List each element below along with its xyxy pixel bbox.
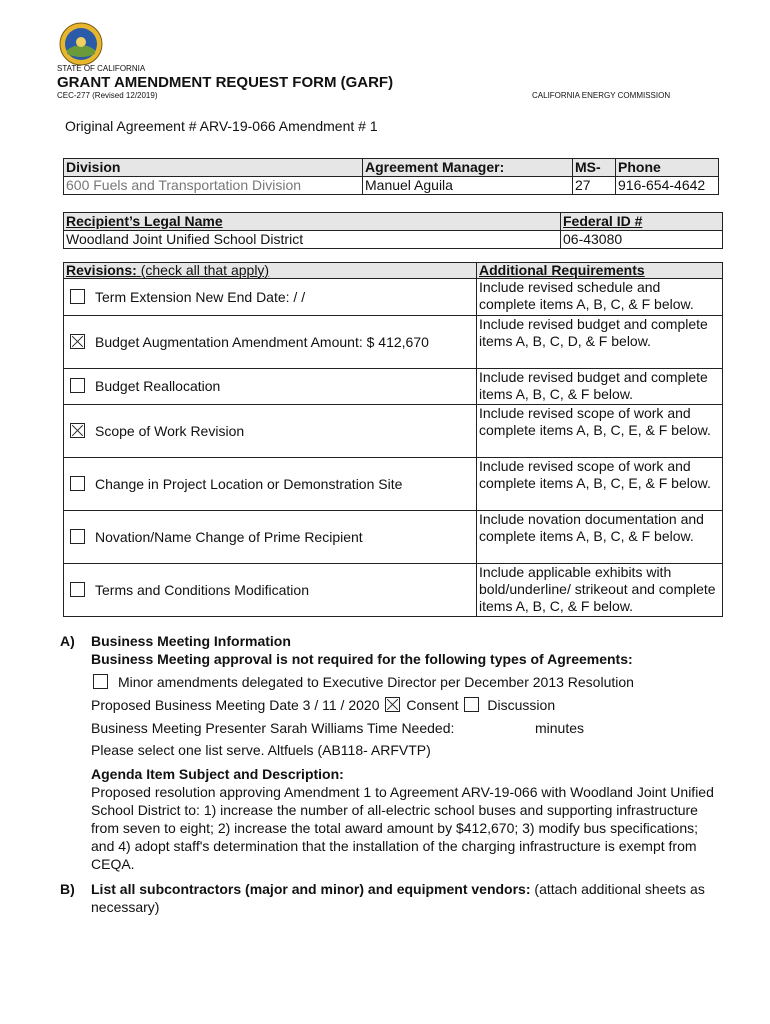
section-a-title: Business Meeting Information	[91, 633, 291, 649]
state-seal-logo	[59, 22, 103, 66]
phone-value[interactable]: 916-654-4642	[616, 177, 719, 195]
revision-requirement: Include revised scope of work and complete items A, B, C, E, & F below.	[477, 405, 723, 458]
discussion-label: Discussion	[487, 697, 556, 713]
revision-requirement: Include revised budget and complete items A, B, C, & F below.	[477, 369, 723, 405]
section-a-subtitle: Business Meeting approval is not required for the following types of Agreements:	[91, 651, 633, 667]
revisions-header	[64, 263, 477, 279]
section-b-title: List all subcontractors (major and minor) and equipment vendors:	[91, 881, 531, 897]
minor-amendments-label: Minor amendments delegated to Executive Director per December 2013 Resolution	[118, 674, 634, 690]
revision-row	[64, 564, 723, 617]
division-value[interactable]: 600 Fuels and Transportation Division	[64, 177, 363, 195]
recipient-name-value[interactable]: Woodland Joint Unified School District	[64, 231, 561, 249]
recipient-table	[63, 212, 723, 249]
scope-of-work-checkbox[interactable]	[70, 423, 85, 438]
revision-requirement: Include revised scope of work and complete items A, B, C, E, & F below.	[477, 458, 723, 511]
minor-amendments-checkbox[interactable]	[93, 674, 108, 689]
revision-requirement: Include revised budget and complete items A, B, C, D, & F below.	[477, 316, 723, 369]
revision-row	[64, 458, 723, 511]
revision-label: Novation/Name Change of Prime Recipient	[95, 528, 363, 545]
revision-row	[64, 279, 723, 316]
revisions-table	[63, 262, 723, 617]
revision-row	[64, 405, 723, 458]
consent-label: Consent	[406, 697, 459, 713]
division-table	[63, 158, 719, 195]
revision-row	[64, 511, 723, 564]
novation-checkbox[interactable]	[70, 529, 85, 544]
federal-id-label: Federal ID #	[561, 213, 723, 231]
budget-augmentation-checkbox[interactable]	[70, 334, 85, 349]
meeting-date-row	[91, 696, 555, 714]
revision-label: Change in Project Location or Demonstration Site	[95, 475, 403, 492]
ms-label: MS-	[573, 159, 616, 177]
revision-label: Term Extension New End Date: / /	[95, 288, 306, 305]
presenter-line: Business Meeting Presenter Sarah Williams Time Needed:	[91, 720, 455, 736]
ms-value[interactable]: 27	[573, 177, 616, 195]
agreement-line: Original Agreement # ARV-19-066 Amendment # 1	[65, 118, 378, 134]
revision-row	[64, 369, 723, 405]
project-location-checkbox[interactable]	[70, 476, 85, 491]
section-a-letter: A)	[60, 633, 75, 649]
requirements-header: Additional Requirements	[477, 263, 723, 279]
section-b-note: (attach additional sheets as necessary)	[91, 881, 705, 915]
budget-reallocation-checkbox[interactable]	[70, 378, 85, 393]
revision-requirement: Include revised schedule and complete items A, B, C, & F below.	[477, 279, 723, 316]
revision-label: Scope of Work Revision	[95, 422, 245, 439]
listserve-line: Please select one list serve. Altfuels (AB118- ARFVTP)	[91, 742, 431, 758]
meeting-date-label: Proposed Business Meeting Date 3 / 11 / 2020	[91, 697, 380, 713]
manager-label: Agreement Manager:	[363, 159, 573, 177]
consent-checkbox[interactable]	[385, 697, 400, 712]
phone-label: Phone	[616, 159, 719, 177]
terms-conditions-checkbox[interactable]	[70, 582, 85, 597]
revision-requirement: Include novation documentation and complete items A, B, C, & F below.	[477, 511, 723, 564]
revision-label: Terms and Conditions Modification	[95, 581, 309, 598]
state-label: STATE OF CALIFORNIA	[57, 64, 146, 73]
form-revision: CEC-277 (Revised 12/2019)	[57, 91, 158, 100]
revision-label: Budget Augmentation Amendment Amount: $ 412,670	[95, 333, 429, 350]
agenda-body: Proposed resolution approving Amendment 1 to Agreement ARV-19-066 with Woodland Joint Unified School District to: 1) increase the number of all-electric school buses and supporting infrastructure from seven to eight; 2) increase the total award amount by $412,670; 3) modify bus specifications; and 4) adopt staff's determination that the installation of the charging infrastructure is exempt from CEQA.	[91, 784, 714, 872]
form-title: GRANT AMENDMENT REQUEST FORM (GARF)	[57, 74, 394, 91]
term-extension-checkbox[interactable]	[70, 289, 85, 304]
federal-id-value[interactable]: 06-43080	[561, 231, 723, 249]
revision-requirement: Include applicable exhibits with bold/underline/ strikeout and complete items A, B, C, & F below.	[477, 564, 723, 617]
revision-label: Budget Reallocation	[95, 378, 221, 394]
minutes-label: minutes	[535, 720, 585, 736]
section-b-letter: B)	[60, 881, 75, 897]
discussion-checkbox[interactable]	[464, 697, 479, 712]
revision-row	[64, 316, 723, 369]
division-label: Division	[64, 159, 363, 177]
section-b-text	[91, 880, 711, 916]
revisions-hint: (check all that apply)	[140, 262, 270, 278]
manager-value[interactable]: Manuel Aguila	[363, 177, 573, 195]
agenda-title: Agenda Item Subject and Description:	[91, 766, 344, 782]
revisions-label: Revisions:	[66, 262, 137, 278]
minor-amendments-row	[91, 673, 634, 691]
recipient-name-label: Recipient’s Legal Name	[64, 213, 561, 231]
agency-name: CALIFORNIA ENERGY COMMISSION	[532, 91, 671, 100]
